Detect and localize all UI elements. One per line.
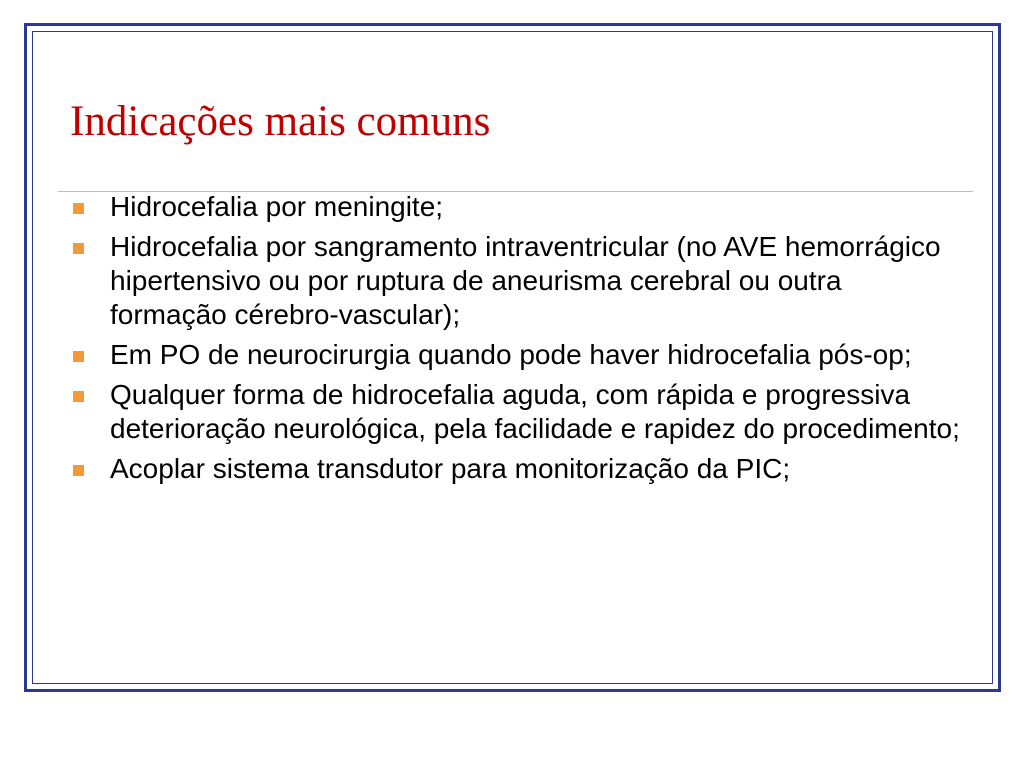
bullet-list (70, 190, 965, 492)
square-bullet-icon (73, 391, 84, 402)
slide-title: Indicações mais comuns (70, 98, 491, 145)
square-bullet-icon (73, 243, 84, 254)
square-bullet-icon (73, 203, 84, 214)
square-bullet-icon (73, 465, 84, 476)
bullet-item (70, 190, 965, 224)
bullet-text: Qualquer forma de hidrocefalia aguda, com rápida e progressiva deterioração neurológica, pela facilidade e rapidez do procedimento; (110, 379, 960, 444)
bullet-item (70, 230, 965, 332)
bullet-text: Hidrocefalia por sangramento intraventricular (no AVE hemorrágico hipertensivo ou por ruptura de aneurisma cerebral ou outra formação cérebro-vascular); (110, 231, 941, 330)
bullet-item (70, 338, 965, 372)
bullet-item (70, 452, 965, 486)
square-bullet-icon (73, 351, 84, 362)
bullet-text: Acoplar sistema transdutor para monitorização da PIC; (110, 453, 791, 484)
bullet-item (70, 378, 965, 446)
bullet-text: Hidrocefalia por meningite; (110, 191, 444, 222)
bullet-text: Em PO de neurocirurgia quando pode haver hidrocefalia pós-op; (110, 339, 912, 370)
